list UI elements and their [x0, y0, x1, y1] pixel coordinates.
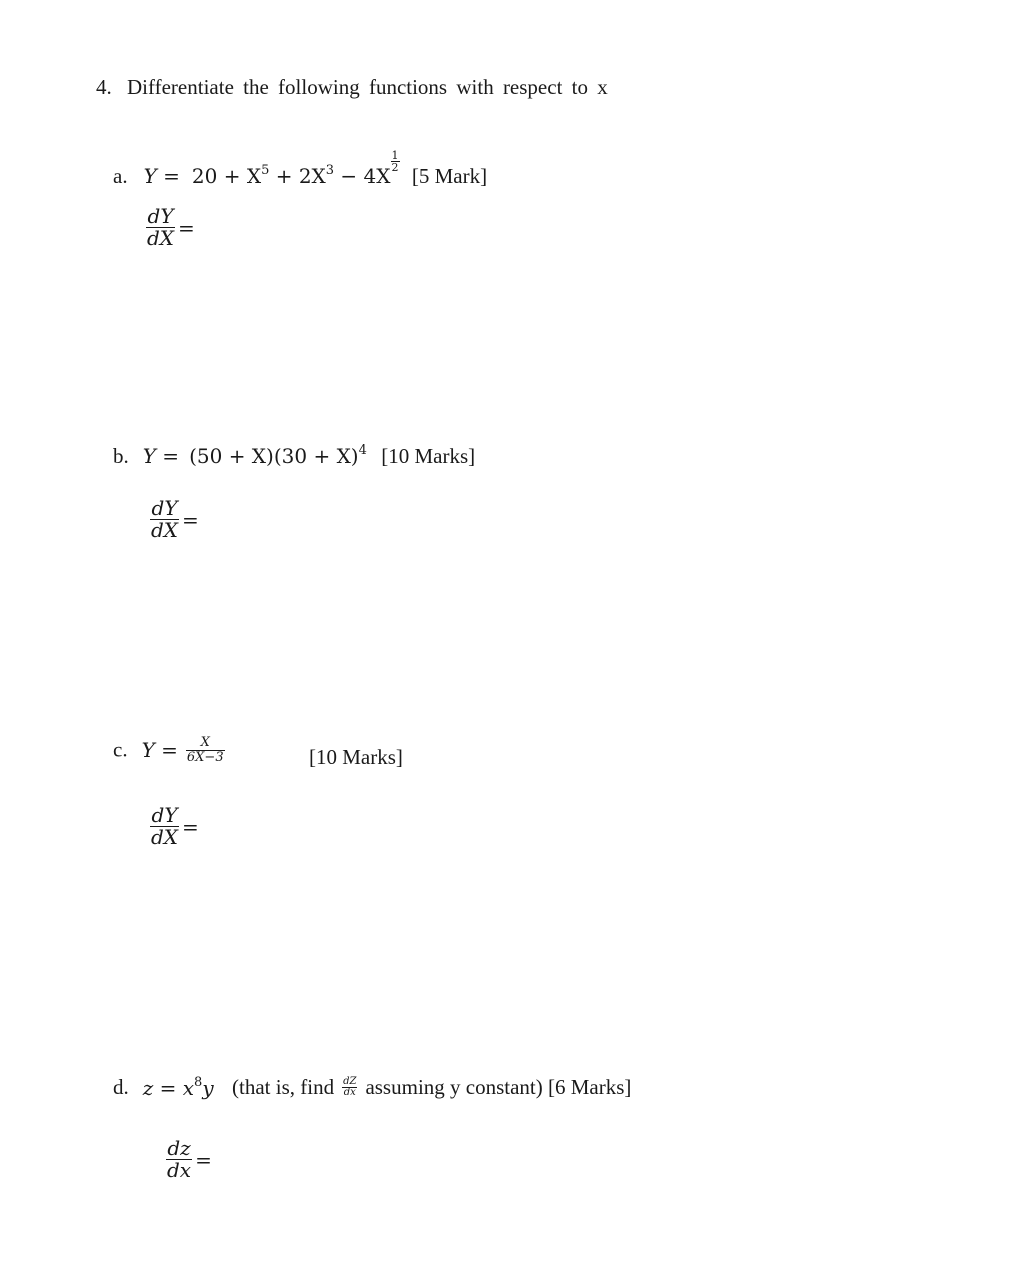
part-d-paren-close: assuming y constant) [6 Marks] [365, 1075, 632, 1099]
part-b-marks: [10 Marks] [381, 444, 476, 468]
part-a-label: a. [113, 164, 128, 188]
part-b-expression: $(50 + X)(30 + X)^4$ [189, 443, 367, 468]
part-a-derivative [146, 206, 195, 249]
part-c-statement [113, 736, 225, 764]
part-b-label: b. [113, 444, 129, 468]
part-d-equals: = [195, 1147, 212, 1172]
part-a-marks: [5 Mark] [411, 164, 488, 188]
part-a-equals: = [178, 215, 195, 240]
part-b-lhs: Y = [142, 444, 180, 468]
part-d-inline-fraction: $\frac{dZ}{dx}$ [343, 1075, 357, 1098]
part-a-expression: $20 + X^5 + 2X^3 - 4X$ $\frac{1}{2}$ [191, 149, 399, 188]
part-d-expression: $z = x^8y$ [142, 1074, 214, 1100]
part-d-statement [113, 1075, 631, 1100]
part-a-derivative-fraction: $\frac{dY}{dX}$ [147, 204, 175, 250]
question-header [96, 75, 608, 100]
question-text: Differentiate the following functions with respect to x [127, 75, 608, 99]
part-b-derivative [150, 498, 199, 541]
part-c-label: c. [113, 737, 128, 762]
part-c-equals: = [182, 814, 199, 839]
part-c-fraction: $\frac{X}{6X-3}$ [186, 735, 224, 765]
part-b-derivative-fraction: $\frac{dY}{dX}$ [151, 496, 179, 542]
part-c-derivative [150, 805, 199, 848]
part-d-derivative-fraction: $\frac{dz}{dx}$ [167, 1136, 192, 1182]
part-a-fraction-exponent: $\frac{1}{2}$ [391, 149, 399, 174]
part-c-marks: [10 Marks] [309, 745, 403, 769]
part-b-statement [113, 444, 475, 469]
part-d-label: d. [113, 1075, 129, 1099]
part-b-equals: = [182, 507, 199, 532]
part-a-statement [113, 150, 487, 189]
part-a-lhs: Y = [143, 164, 180, 188]
part-d-derivative [166, 1138, 212, 1181]
part-c-lhs: Y = [141, 738, 178, 763]
question-number: 4. [96, 75, 112, 99]
part-c-derivative-fraction: $\frac{dY}{dX}$ [151, 803, 179, 849]
part-d-paren-open: (that is, find [232, 1075, 335, 1099]
